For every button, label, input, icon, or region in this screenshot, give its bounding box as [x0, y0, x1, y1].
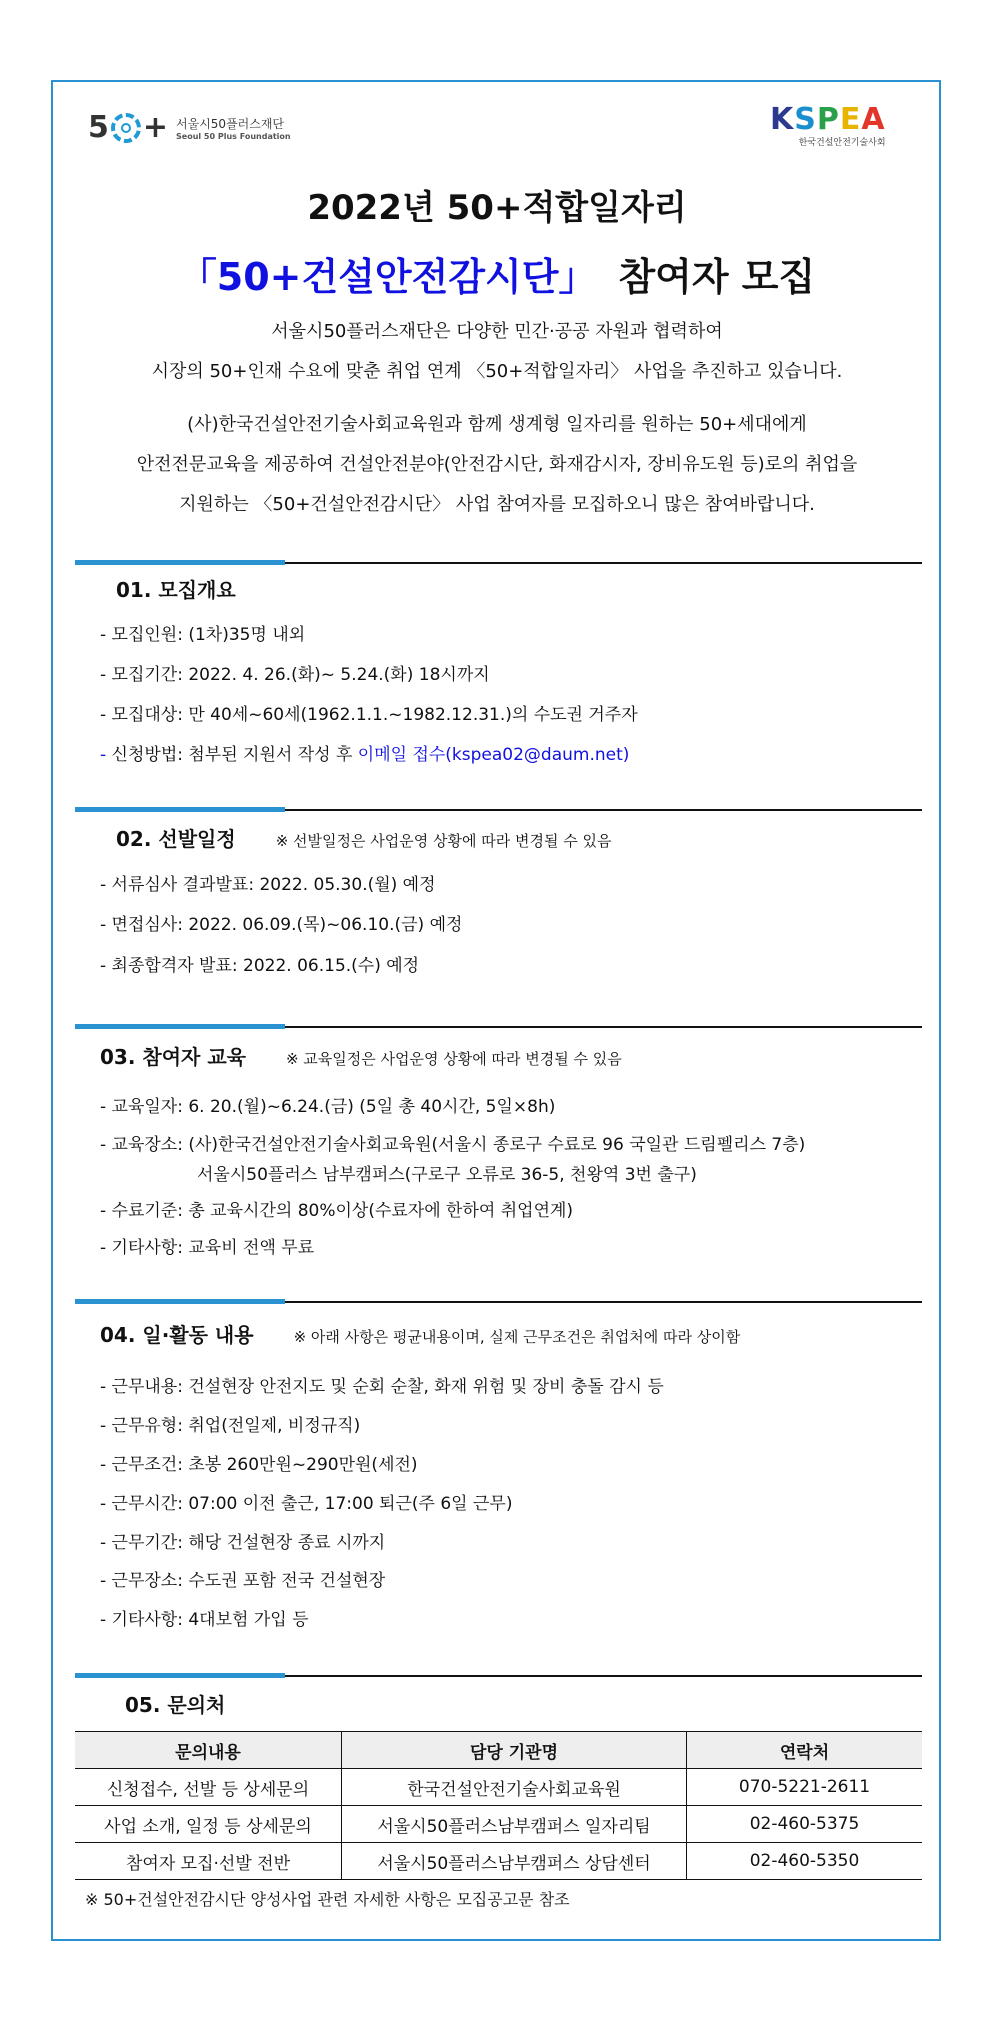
heading-note: ※ 교육일정은 사업운영 상황에 따라 변경될 수 있음: [285, 1050, 622, 1068]
section-divider: [75, 560, 922, 565]
intro-line: 시장의 50+인재 수요에 맞춘 취업 연계 〈50+적합일자리〉 사업을 추진하고 있습니다.: [151, 361, 843, 382]
logo-letter: K: [770, 102, 795, 137]
heading-note: ※ 아래 사항은 평균내용이며, 실제 근무조건은 취업처에 따라 상이함: [293, 1328, 741, 1346]
logo-letter: E: [839, 102, 862, 137]
logo-ko: 서울시50플러스재단: [176, 116, 285, 131]
section-heading-03: [100, 1041, 622, 1070]
apply-text: 신청방법: 첨부된 지원서 작성 후: [111, 745, 358, 765]
list-item: - 기타사항: 4대보험 가입 등: [100, 1610, 309, 1630]
intro-line: 지원하는 〈50+건설안전감시단〉 사업 참여자를 모집하오니 많은 참여바랍니다.: [179, 494, 815, 515]
table-cell: 신청접수, 선발 등 상세문의: [75, 1769, 342, 1806]
section-heading-01: 01. 모집개요: [116, 578, 236, 602]
seoul50plus-logo: [88, 110, 291, 145]
list-item: - 모집기간: 2022. 4. 26.(화)~ 5.24.(화) 18시까지: [100, 665, 490, 685]
list-item: - 서류심사 결과발표: 2022. 05.30.(월) 예정: [100, 875, 436, 895]
list-item-apply: [100, 740, 629, 765]
table-row: [75, 1769, 922, 1806]
list-item: - 면접심사: 2022. 06.09.(목)~06.10.(금) 예정: [100, 915, 463, 935]
section-divider: [75, 1673, 922, 1678]
phone-cell: 070-5221-2611: [687, 1769, 923, 1806]
logo-mark: 5 +: [88, 110, 169, 145]
heading-text: 03. 참여자 교육: [100, 1045, 246, 1069]
kspea-subtitle: 한국건설안전기술사회: [798, 138, 886, 148]
list-item: - 근무유형: 취업(전일제, 비정규직): [100, 1416, 361, 1436]
section-divider: [75, 807, 922, 812]
list-item: - 근무기간: 해당 건설현장 종료 시까지: [100, 1533, 386, 1553]
logo-letter: S: [794, 102, 817, 137]
intro-line: 서울시50플러스재단은 다양한 민간·공공 자원과 협력하여: [271, 321, 723, 342]
list-item: - 교육일자: 6. 20.(월)~6.24.(금) (5일 총 40시간, 5일×8h): [100, 1097, 556, 1117]
table-cell: 사업 소개, 일정 등 상세문의: [75, 1806, 342, 1843]
list-item: - 모집인원: (1차)35명 내외: [100, 625, 306, 645]
list-item: - 기타사항: 교육비 전액 무료: [100, 1238, 315, 1258]
contact-table: [75, 1731, 922, 1880]
title-recruit: 참여자 모집: [618, 255, 816, 299]
column-header: 문의내용: [75, 1732, 342, 1769]
email-link[interactable]: 이메일 접수(kspea02@daum.net): [357, 745, 630, 765]
title-line2: [52, 246, 942, 301]
list-item: - 모집대상: 만 40세~60세(1962.1.1.~1982.12.31.)의 수도권 거주자: [100, 705, 638, 725]
table-cell: 한국건설안전기술사회교육원: [342, 1769, 687, 1806]
section-heading-04: [100, 1319, 740, 1348]
phone-cell: 02-460-5375: [687, 1806, 923, 1843]
list-item: - 근무시간: 07:00 이전 출근, 17:00 퇴근(주 6일 근무): [100, 1494, 513, 1514]
list-item-continued: 서울시50플러스 남부캠퍼스(구로구 오류로 36-5, 천왕역 3번 출구): [197, 1165, 697, 1185]
list-item: - 근무조건: 초봉 260만원~290만원(세전): [100, 1455, 418, 1475]
table-row: [75, 1806, 922, 1843]
intro-para-2: [52, 405, 942, 525]
dash: -: [100, 745, 107, 765]
column-header: 담당 기관명: [342, 1732, 687, 1769]
list-item: - 교육장소: (사)한국건설안전기술사회교육원(서울시 종로구 수료로 96 국일관 드림펠리스 7층): [100, 1135, 806, 1155]
table-cell: 서울시50플러스남부캠퍼스 일자리팀: [342, 1806, 687, 1843]
logo-letter: P: [816, 102, 840, 137]
heading-text: 02. 선발일정: [116, 827, 236, 851]
title-program: 「50+건설안전감시단」: [178, 255, 597, 299]
table-cell: 참여자 모집·선발 전반: [75, 1843, 342, 1880]
section-divider: [75, 1299, 922, 1304]
intro-line: (사)한국건설안전기술사회교육원과 함께 생계형 일자리를 원하는 50+세대에게: [187, 414, 807, 435]
title-line1: 2022년 50+적합일자리: [307, 188, 687, 228]
section-divider: [75, 1024, 922, 1029]
kspea-logo: [770, 102, 886, 148]
ring-icon: [111, 113, 141, 143]
column-header: 연락처: [687, 1732, 923, 1769]
phone-cell: 02-460-5350: [687, 1843, 923, 1880]
section-heading-05: 05. 문의처: [125, 1693, 226, 1717]
table-header-row: [75, 1732, 922, 1769]
heading-text: 04. 일·활동 내용: [100, 1323, 254, 1347]
logo-letter: A: [861, 102, 886, 137]
list-item: - 근무내용: 건설현장 안전지도 및 순회 순찰, 화재 위험 및 장비 충돌 감시 등: [100, 1377, 664, 1397]
list-item: - 최종합격자 발표: 2022. 06.15.(수) 예정: [100, 956, 420, 976]
heading-note: ※ 선발일정은 사업운영 상황에 따라 변경될 수 있음: [275, 832, 612, 850]
list-item: - 수료기준: 총 교육시간의 80%이상(수료자에 한하여 취업연계): [100, 1201, 574, 1221]
list-item: - 근무장소: 수도권 포함 전국 건설현장: [100, 1571, 386, 1591]
table-row: [75, 1843, 922, 1880]
intro-line: 안전전문교육을 제공하여 건설안전분야(안전감시단, 화재감시자, 장비유도원 등)로의 취업을: [136, 454, 858, 475]
logo-en: Seoul 50 Plus Foundation: [176, 131, 291, 141]
section-heading-02: [116, 823, 611, 852]
table-cell: 서울시50플러스남부캠퍼스 상담센터: [342, 1843, 687, 1880]
footnote: ※ 50+건설안전감시단 양성사업 관련 자세한 사항은 모집공고문 참조: [85, 1890, 570, 1909]
intro-para-1: [52, 312, 942, 392]
